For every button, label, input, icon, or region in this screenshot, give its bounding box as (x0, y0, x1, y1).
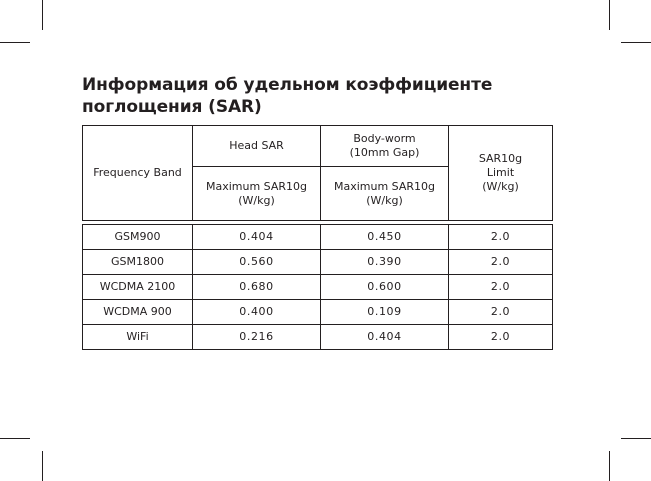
limit-cell: 2.0 (449, 325, 553, 350)
body-sar-cell: 0.109 (321, 300, 449, 325)
table-row (83, 275, 553, 300)
head-sar-cell: 0.404 (193, 225, 321, 250)
body-sar-cell: 0.390 (321, 250, 449, 275)
limit-cell: 2.0 (449, 275, 553, 300)
page-title-line2: поглощения (SAR) (82, 97, 262, 117)
crop-mark (609, 0, 610, 30)
band-cell: GSM1800 (83, 250, 193, 275)
page-title (82, 74, 492, 118)
limit-cell: 2.0 (449, 300, 553, 325)
frequency-band-header: Frequency Band (83, 126, 193, 221)
head-sar-cell: 0.680 (193, 275, 321, 300)
head-sar-cell: 0.400 (193, 300, 321, 325)
limit-cell: 2.0 (449, 250, 553, 275)
band-cell: WCDMA 900 (83, 300, 193, 325)
body-max-sar-header: Maximum SAR10g (W/kg) (321, 167, 449, 221)
table-row (83, 325, 553, 350)
table-row (83, 225, 553, 250)
sar-limit-header: SAR10g Limit (W/kg) (449, 126, 553, 221)
crop-mark (0, 42, 30, 43)
head-sar-header: Head SAR (193, 126, 321, 167)
crop-mark (0, 438, 30, 439)
body-sar-cell: 0.600 (321, 275, 449, 300)
band-cell: WCDMA 2100 (83, 275, 193, 300)
crop-mark (609, 451, 610, 481)
body-sar-cell: 0.450 (321, 225, 449, 250)
table-header-row (83, 126, 553, 167)
band-cell: GSM900 (83, 225, 193, 250)
page-title-line1: Информация об удельном коэффициенте (82, 75, 493, 95)
limit-cell: 2.0 (449, 225, 553, 250)
crop-mark (42, 0, 43, 30)
head-sar-cell: 0.216 (193, 325, 321, 350)
body-sar-cell: 0.404 (321, 325, 449, 350)
body-worn-header: Body-worm (10mm Gap) (321, 126, 449, 167)
band-cell: WiFi (83, 325, 193, 350)
crop-mark (42, 451, 43, 481)
crop-mark (621, 438, 651, 439)
sar-table (82, 125, 553, 350)
head-max-sar-header: Maximum SAR10g (W/kg) (193, 167, 321, 221)
head-sar-cell: 0.560 (193, 250, 321, 275)
crop-mark (621, 42, 651, 43)
table-row (83, 300, 553, 325)
table-row (83, 250, 553, 275)
